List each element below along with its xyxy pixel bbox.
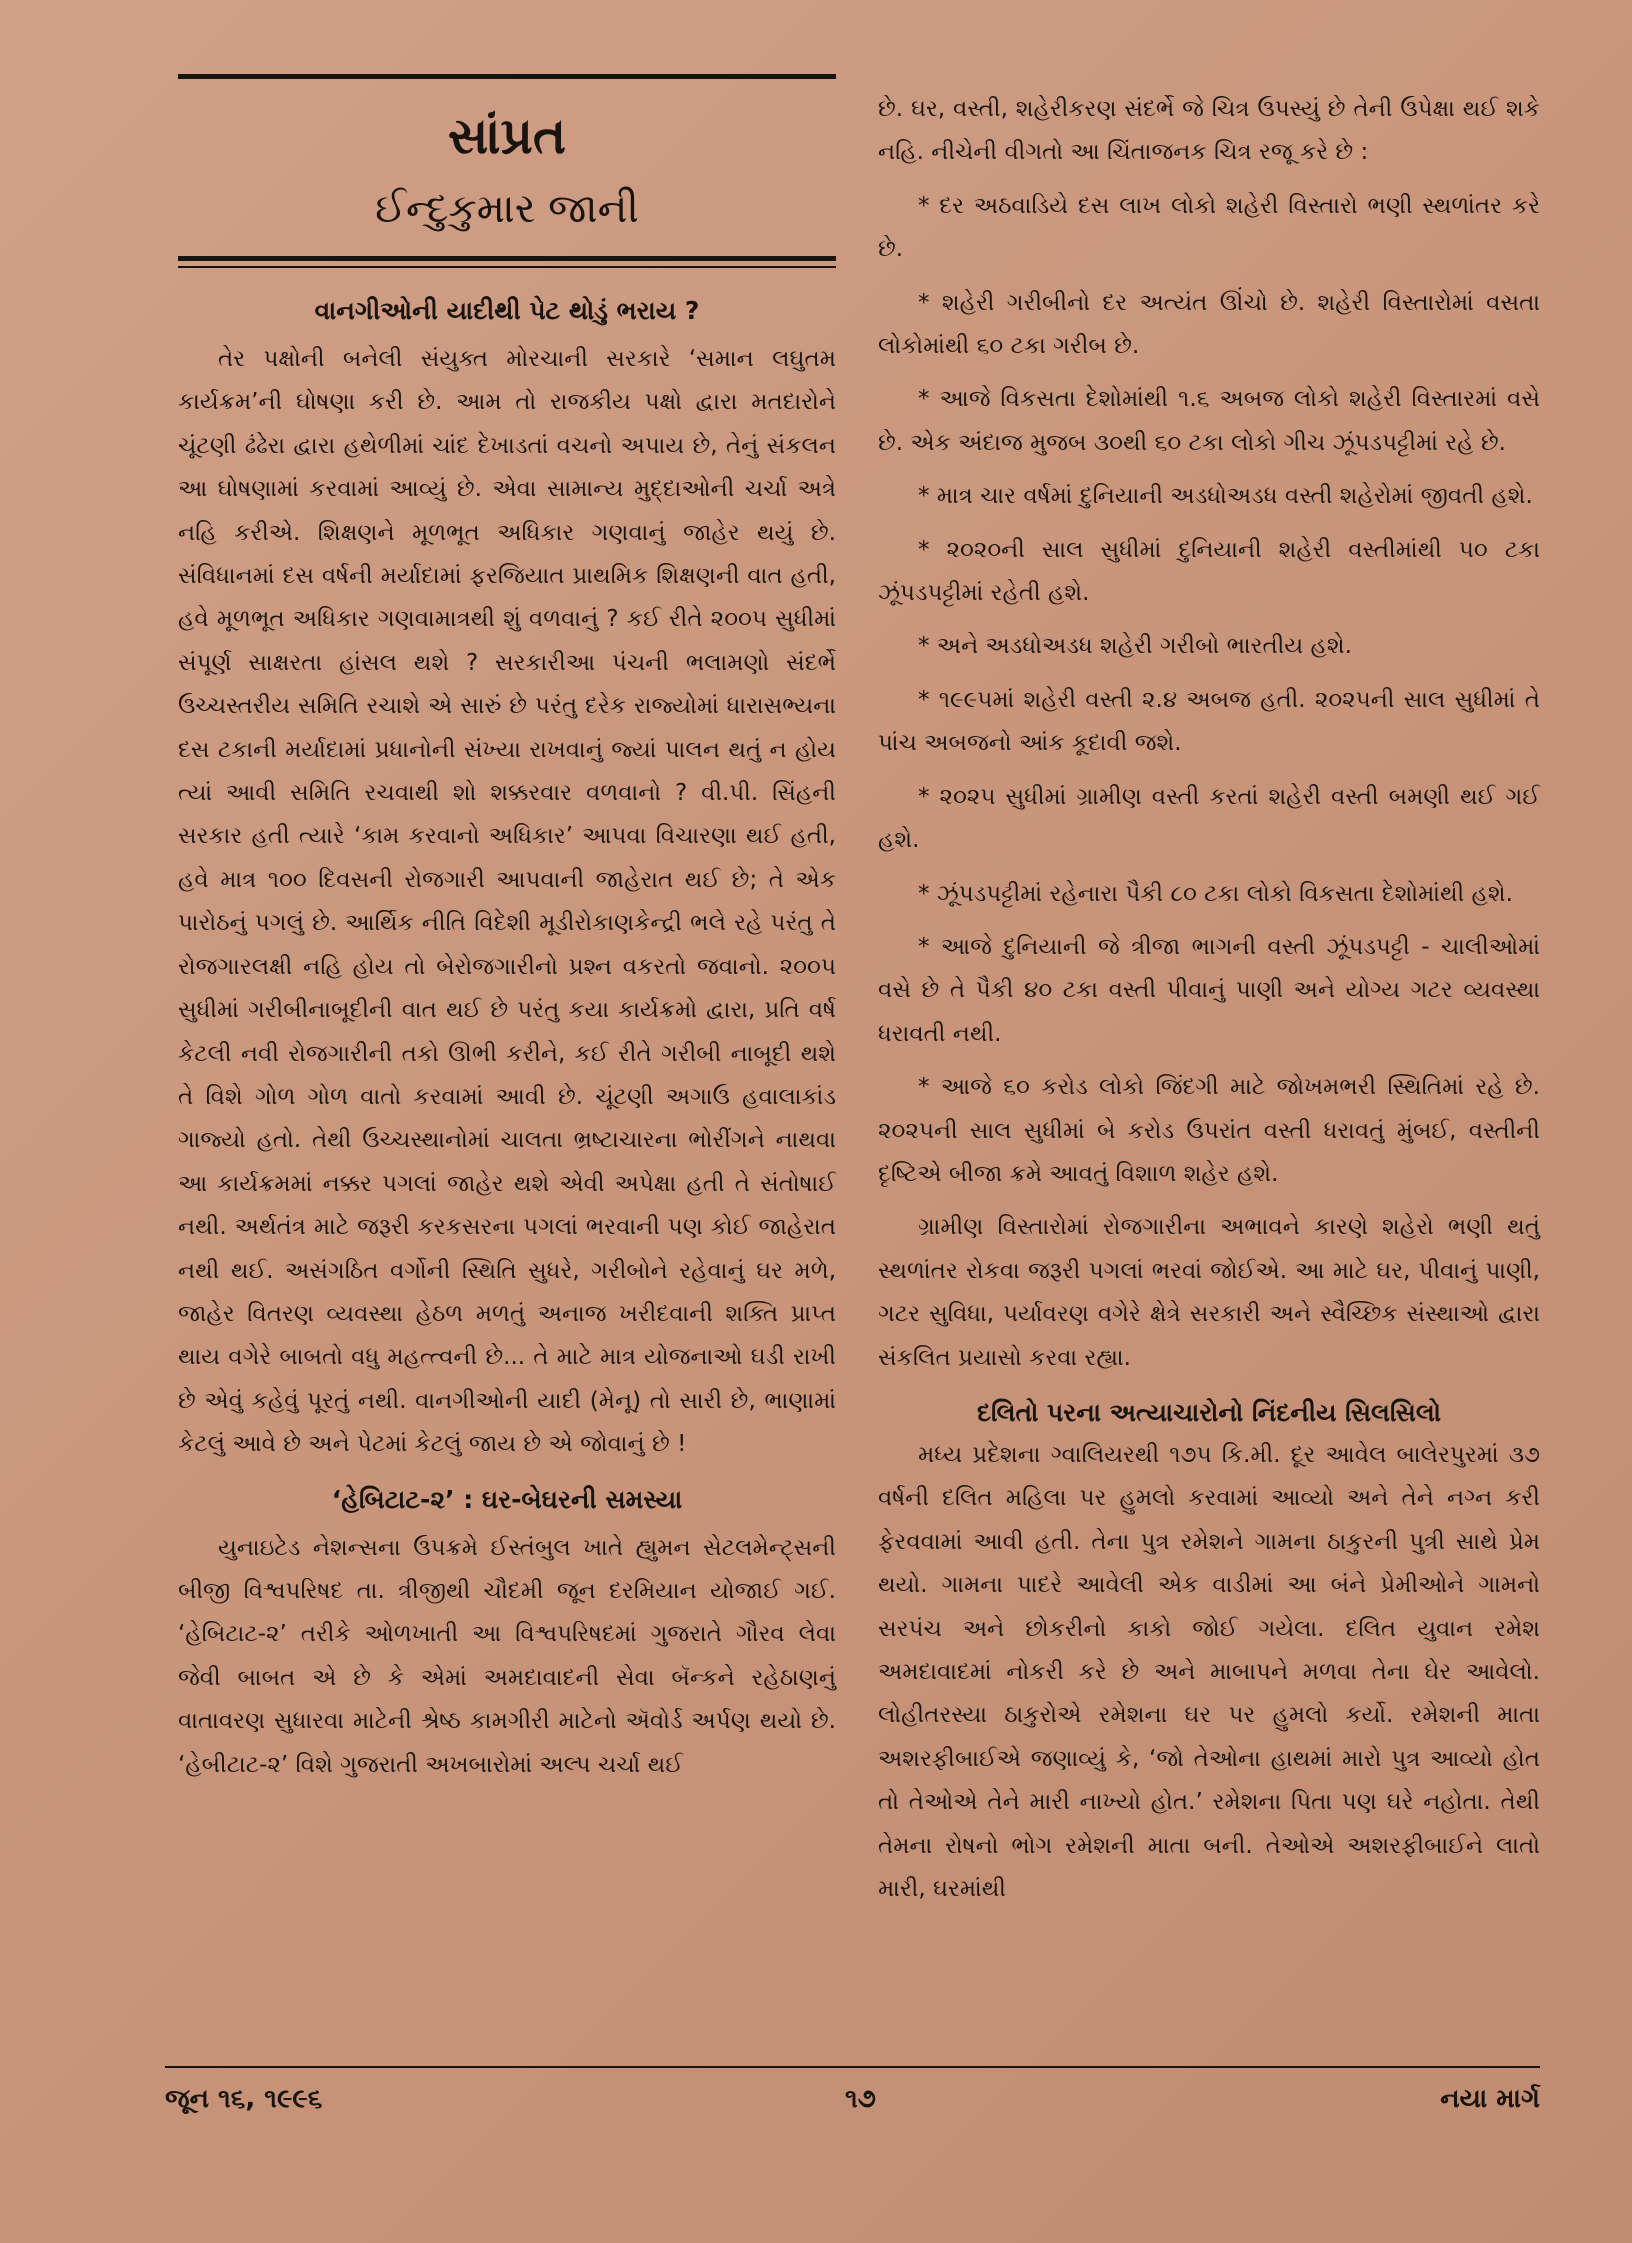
- fact-bullet: * ૧૯૯૫માં શહેરી વસ્તી ૨.૪ અબજ હતી. ૨૦૨૫ની સાલ સુધીમાં તે પાંચ અબજનો આંક કૂદાવી જશે.: [878, 686, 1540, 757]
- right-column: [878, 88, 1540, 1911]
- article3-heading: દલિતો પરના અત્યાચારોનો નિંદનીય સિલસિલો: [976, 1397, 1442, 1427]
- page-footer: [165, 2066, 1540, 2114]
- page-number: ૧૭: [845, 2084, 876, 2114]
- fact-bullet: * આજે દુનિયાની જે ત્રીજા ભાગની વસ્તી ઝૂંપડપટ્ટી - ચાલીઓમાં વસે છે તે પૈકી ૪૦ ટકા વસ્તી પીવાનું પાણી અને યોગ્ય ગટર વ્યવસ્થા ધરાવતી નથી.: [878, 933, 1540, 1047]
- top-rule: [178, 74, 836, 79]
- fact-bullet: * માત્ર ચાર વર્ષમાં દુનિયાની અડધોઅડધ વસ્તી શહેરોમાં જીવતી હશે.: [918, 483, 1533, 510]
- fact-bullet: * ઝૂંપડપટ્ટીમાં રહેનારા પૈકી ૮૦ ટકા લોકો વિકસતા દેશોમાંથી હશે.: [918, 880, 1513, 907]
- fact-bullet: * દર અઠવાડિયે દસ લાખ લોકો શહેરી વિસ્તારો ભણી સ્થળાંતર કરે છે.: [878, 192, 1540, 263]
- left-column: [178, 74, 836, 1787]
- fact-bullet: * આજે ૬૦ કરોડ લોકો જિંદગી માટે જોખમભરી સ્થિતિમાં રહે છે. ૨૦૨૫ની સાલ સુધીમાં બે કરોડ ઉપરાંત વસ્તી ધરાવતું મુંબઈ, વસ્તીની દૃષ્ટિએ બીજા ક્રમે આવતું વિશાળ શહેર હશે.: [878, 1074, 1540, 1187]
- fact-bullet: * શહેરી ગરીબીનો દર અત્યંત ઊંચો છે. શહેરી વિસ્તારોમાં વસતા લોકોમાંથી ૬૦ ટકા ગરીબ છે.: [878, 289, 1540, 360]
- fact-bullet: * આજે વિકસતા દેશોમાંથી ૧.૬ અબજ લોકો શહેરી વિસ્તારમાં વસે છે. એક અંદાજ મુજબ ૩૦થી ૬૦ ટકા લોકો ગીચ ઝૂંપડપટ્ટીમાં રહે છે.: [878, 386, 1540, 456]
- article2-closing: ગ્રામીણ વિસ્તારોમાં રોજગારીના અભાવને કારણે શહેરો ભણી થતું સ્થળાંતર રોકવા જરૂરી પગલાં ભરવાં જોઈએ. આ માટે ઘર, પીવાનું પાણી, ગટર સુવિધા, પર્યાવરણ વગેરે ક્ષેત્રે સરકારી અને સ્વૈચ્છિક સંસ્થાઓ દ્વારા સંકલિત પ્રયાસો કરવા રહ્યા.: [878, 1214, 1540, 1371]
- article2-body: યુનાઇટેડ નેશન્સના ઉપક્રમે ઈસ્તંબુલ ખાતે હ્યુમન સેટલમેન્ટ્સની બીજી વિશ્વપરિષદ તા. ત્રીજીથી ચૌદમી જૂન દરમિયાન યોજાઈ ગઈ. ‘હેબિટાટ-૨’ તરીકે ઓળખાતી આ વિશ્વપરિષદમાં ગુજરાતે ગૌરવ લેવા જેવી બાબત એ છે કે એમાં અમદાવાદની સેવા બૅન્કને રહેઠાણનું વાતાવરણ સુધારવા માટેની શ્રેષ્ઠ કામગીરી માટેનો ઍવોર્ડ અર્પણ થયો છે. ‘હેબીટાટ-૨’ વિશે ગુજરાતી અખબારોમાં અલ્પ ચર્ચા થઈ: [178, 1534, 836, 1778]
- article1-heading: વાનગીઓની યાદીથી પેટ થોડું ભરાય ?: [314, 296, 700, 325]
- header-double-rule: [178, 256, 836, 268]
- fact-bullet: * અને અડધોઅડધ શહેરી ગરીબો ભારતીય હશે.: [918, 633, 1352, 660]
- fact-bullet: * ૨૦૨૦ની સાલ સુધીમાં દુનિયાની શહેરી વસ્તીમાંથી ૫૦ ટકા ઝૂંપડપટ્ટીમાં રહેતી હશે.: [878, 536, 1540, 607]
- fact-bullet: * ૨૦૨૫ સુધીમાં ગ્રામીણ વસ્તી કરતાં શહેરી વસ્તી બમણી થઈ ગઈ હશે.: [878, 783, 1540, 854]
- article1-body: તેર પક્ષોની બનેલી સંયુક્ત મોરચાની સરકારે ‘સમાન લઘુતમ કાર્યક્રમ’ની ઘોષણા કરી છે. આમ તો રાજકીય પક્ષો દ્વારા મતદારોને ચૂંટણી ઢંઢેરા દ્વારા હથેળીમાં ચાંદ દેખાડતાં વચનો અપાય છે, તેનું સંકલન આ ઘોષણામાં કરવામાં આવ્યું છે. એવા સામાન્ય મુદ્દાઓની ચર્ચા અત્રે નહિ કરીએ. શિક્ષણને મૂળભૂત અધિકાર ગણવાનું જાહેર થયું છે. સંવિધાનમાં દસ વર્ષની મર્યાદામાં ફરજિયાત પ્રાથમિક શિક્ષણની વાત હતી, હવે મૂળભૂત અધિકાર ગણવામાત્રથી શું વળવાનું ? કઈ રીતે ૨૦૦૫ સુધીમાં સંપૂર્ણ સાક્ષરતા હાંસલ થશે ? સરકારીઆ પંચની ભલામણો સંદર્ભે ઉચ્ચસ્તરીય સમિતિ રચાશે એ સારું છે પરંતુ દરેક રાજ્યોમાં ધારાસભ્યના દસ ટકાની મર્યાદામાં પ્રધાનોની સંખ્યા રાખવાનું જ્યાં પાલન થતું ન હોય ત્યાં આવી સમિતિ રચવાથી શો શક્કરવાર વળવાનો ? વી.પી. સિંહની સરકાર હતી ત્યારે ‘કામ કરવાનો અધિકાર’ આપવા વિચારણા થઈ હતી, હવે માત્ર ૧૦૦ દિવસની રોજગારી આપવાની જાહેરાત થઈ છે; તે એક પારોઠનું પગલું છે. આર્થિક નીતિ વિદેશી મૂડીરોકાણકેન્દ્રી ભલે રહે પરંતુ તે રોજગારલક્ષી નહિ હોય તો બેરોજગારીનો પ્રશ્ન વકરતો જવાનો. ૨૦૦૫ સુધીમાં ગરીબીનાબૂદીની વાત થઈ છે પરંતુ કયા કાર્યક્રમો દ્વારા, પ્રતિ વર્ષ કેટલી નવી રોજગારીની તકો ઊભી કરીને, કઈ રીતે ગરીબી નાબૂદી થશે તે વિશે ગોળ ગોળ વાતો કરવામાં આવી છે. ચૂંટણી અગાઉ હવાલાકાંડ ગાજ્યો હતો. તેથી ઉચ્ચસ્થાનોમાં ચાલતા ભ્રષ્ટાચારના ભોરીંગને નાથવા આ કાર્યક્રમમાં નક્કર પગલાં જાહેર થશે એવી અપેક્ષા હતી તે સંતોષાઈ નથી. અર્થતંત્ર માટે જરૂરી કરકસરના પગલાં ભરવાની પણ કોઈ જાહેરાત નથી થઈ. અસંગઠિત વર્ગોની સ્થિતિ સુધરે, ગરીબોને રહેવાનું ઘર મળે, જાહેર વિતરણ વ્યવસ્થા હેઠળ મળતું અનાજ ખરીદવાની શક્તિ પ્રાપ્ત થાય વગેરે બાબતો વધુ મહત્ત્વની છે... તે માટે માત્ર યોજનાઓ ઘડી રાખી છે એવું કહેવું પૂરતું નથી. વાનગીઓની યાદી (મેનૂ) તો સારી છે, ભાણામાં કેટલું આવે છે અને પેટમાં કેટલું જાય છે એ જોવાનું છે !: [178, 346, 836, 1458]
- article3-body: મધ્ય પ્રદેશના ગ્વાલિયરથી ૧૭૫ કિ.મી. દૂર આવેલ બાલેરપુરમાં ૩૭ વર્ષની દલિત મહિલા પર હુમલો કરવામાં આવ્યો અને તેને નગ્ન કરી ફેરવવામાં આવી હતી. તેના પુત્ર રમેશને ગામના ઠાકુરની પુત્રી સાથે પ્રેમ થયો. ગામના પાદરે આવેલી એક વાડીમાં આ બંને પ્રેમીઓને ગામનો સરપંચ અને છોકરીનો કાકો જોઈ ગયેલા. દલિત યુવાન રમેશ અમદાવાદમાં નોકરી કરે છે અને માબાપને મળવા તેના ઘેર આવેલો. લોહીતરસ્યા ઠાકુરોએ રમેશના ઘર પર હુમલો કર્યો. રમેશની માતા અશરફીબાઈએ જણાવ્યું કે, ‘જો તેઓના હાથમાં મારો પુત્ર આવ્યો હોત તો તેઓએ તેને મારી નાખ્યો હોત.’ રમેશના પિતા પણ ઘરે નહોતા. તેથી તેમના રોષનો ભોગ રમેશની માતા બની. તેઓએ અશરફીબાઈને લાતો મારી, ઘરમાંથી: [878, 1441, 1540, 1903]
- magazine-name: નયા માર્ગ: [1440, 2084, 1540, 2114]
- section-title: સાંપ્રત: [447, 107, 567, 165]
- issue-date: જૂન ૧૬, ૧૯૯૬: [165, 2084, 323, 2114]
- article2-heading: ‘હેબિટાટ-૨’ : ઘર-બેઘરની સમસ્યા: [331, 1484, 683, 1514]
- author-name: ઈન્દુકુમાર જાની: [375, 186, 639, 232]
- article2-continuation: છે. ઘર, વસ્તી, શહેરીકરણ સંદર્ભે જે ચિત્ર ઉપસ્યું છે તેની ઉપેક્ષા થઈ શકે નહિ. નીચેની વીગતો આ ચિંતાજનક ચિત્ર રજૂ કરે છે :: [878, 96, 1540, 166]
